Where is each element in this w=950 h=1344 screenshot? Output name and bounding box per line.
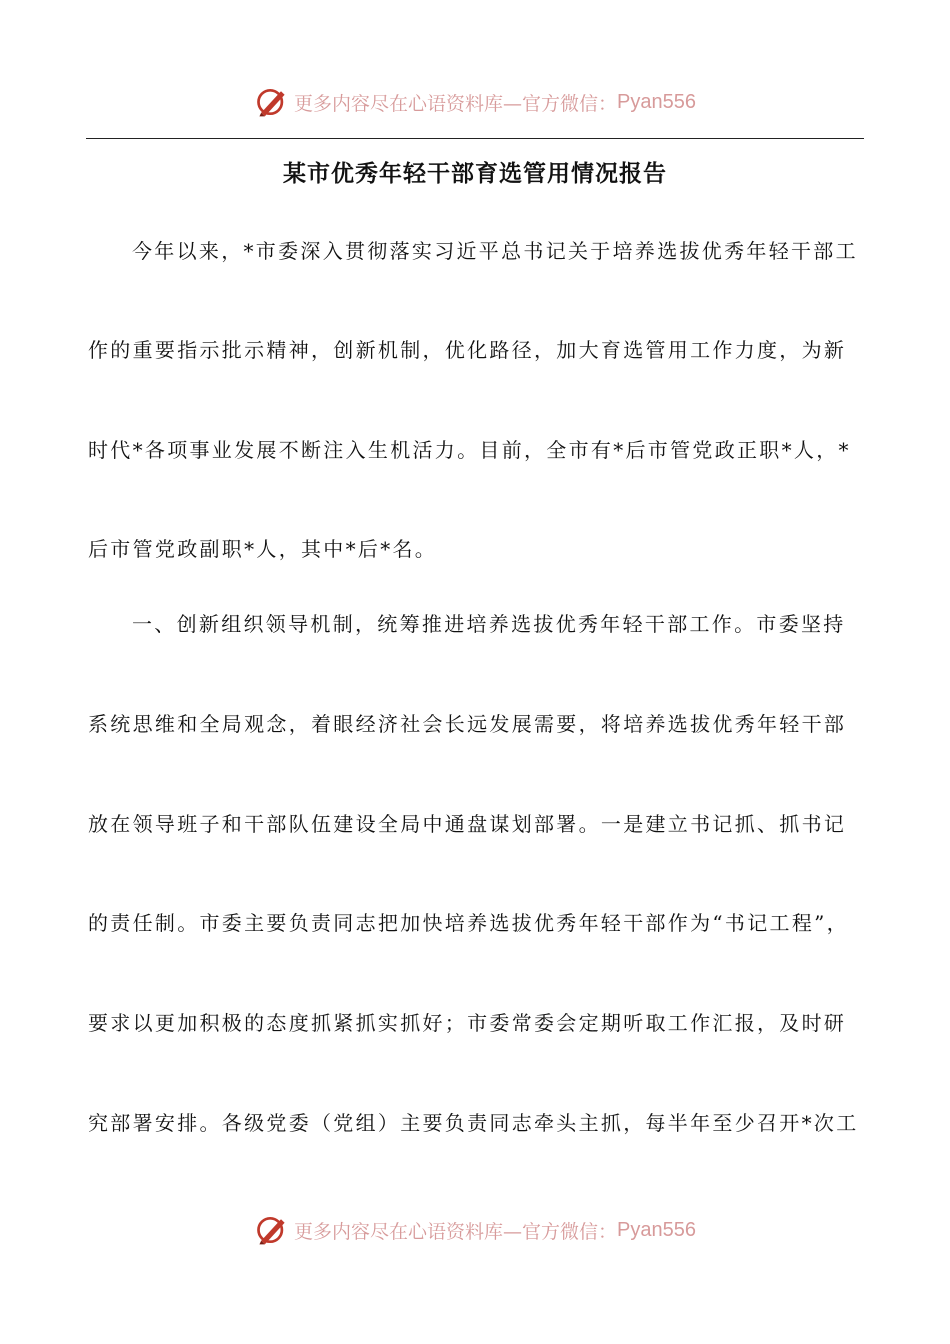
body-line-3: 时代*各项事业发展不断注入生机活力。目前，全市有*后市管党政正职*人，*	[88, 438, 851, 462]
body-line-8: 的责任制。市委主要负责同志把加快培养选拔优秀年轻干部作为“书记工程”，	[88, 911, 849, 935]
pen-logo-icon	[254, 84, 290, 120]
body-line-1: 今年以来，*市委深入贯彻落实习近平总书记关于培养选拔优秀年轻干部工	[132, 239, 858, 263]
banner-slogan: 更多内容尽在心语资料库—官方微信：	[294, 92, 618, 115]
document-title: 某市优秀年轻干部育选管用情况报告	[283, 161, 667, 187]
body-line-10: 究部署安排。各级党委（党组）主要负责同志牵头主抓，每半年至少召开*次工	[88, 1111, 859, 1135]
body-line-2: 作的重要指示批示精神，创新机制，优化路径，加大育选管用工作力度，为新	[88, 338, 847, 362]
banner-wechat-id: Pyan556	[617, 1218, 696, 1241]
banner-slogan: 更多内容尽在心语资料库—官方微信：	[294, 1220, 618, 1243]
header-watermark-banner	[0, 78, 950, 126]
body-line-6: 系统思维和全局观念，着眼经济社会长远发展需要，将培养选拔优秀年轻干部	[88, 712, 847, 736]
body-line-7: 放在领导班子和干部队伍建设全局中通盘谋划部署。一是建立书记抓、抓书记	[88, 812, 847, 836]
body-line-4: 后市管党政副职*人，其中*后*名。	[88, 537, 438, 561]
footer-watermark-banner	[0, 1206, 950, 1254]
pen-logo-icon	[254, 1212, 290, 1248]
body-line-9: 要求以更加积极的态度抓紧抓实抓好；市委常委会定期听取工作汇报，及时研	[88, 1011, 847, 1035]
banner-wechat-id: Pyan556	[617, 90, 696, 113]
body-line-5: 一、创新组织领导机制，统筹推进培养选拔优秀年轻干部工作。市委坚持	[132, 612, 846, 636]
header-divider	[86, 138, 864, 139]
